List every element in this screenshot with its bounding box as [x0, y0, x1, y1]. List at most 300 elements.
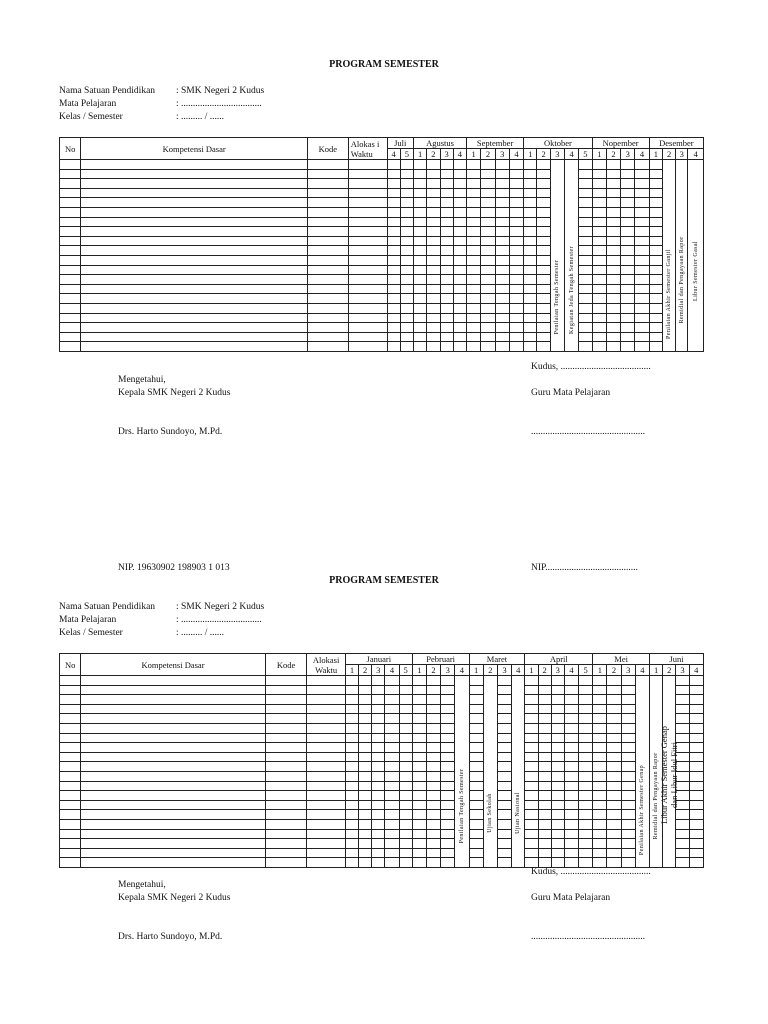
week-cell — [606, 217, 620, 227]
week-cell — [607, 800, 621, 810]
week-cell — [607, 781, 621, 791]
week-cell — [372, 771, 385, 781]
week-cell — [649, 313, 662, 323]
week-cell — [649, 179, 662, 189]
table-cell — [81, 313, 308, 323]
week-cell — [385, 723, 399, 733]
week-cell — [495, 188, 509, 198]
week-number: 3 — [497, 665, 511, 676]
week-cell — [538, 714, 551, 724]
table-cell — [60, 819, 81, 829]
week-cell — [649, 160, 662, 170]
week-cell — [399, 781, 412, 791]
table-row — [60, 265, 704, 275]
teacher-nip-1: NIP....................................... — [531, 563, 638, 573]
week-cell — [607, 695, 621, 705]
week-cell — [412, 848, 426, 858]
week-cell — [621, 179, 635, 189]
week-cell — [537, 255, 550, 265]
week-cell — [524, 284, 537, 294]
table-cell — [81, 858, 266, 868]
week-cell — [440, 294, 453, 304]
week-cell — [537, 169, 550, 179]
value-mapel: : .................................. — [176, 99, 262, 109]
week-cell — [593, 714, 607, 724]
week-cell — [412, 791, 426, 801]
table-cell — [81, 685, 266, 695]
week-cell — [524, 236, 537, 246]
table-cell — [348, 160, 387, 170]
week-cell — [441, 781, 455, 791]
week-cell — [606, 313, 620, 323]
week-cell — [621, 265, 635, 275]
week-cell — [564, 819, 578, 829]
week-cell — [414, 342, 427, 352]
week-cell — [427, 217, 440, 227]
week-cell — [385, 819, 399, 829]
week-number: 5 — [399, 665, 412, 676]
table-cell — [307, 791, 346, 801]
week-cell — [592, 255, 606, 265]
week-cell — [345, 819, 358, 829]
week-cell — [412, 676, 426, 686]
week-cell — [400, 207, 413, 217]
table-row — [60, 342, 704, 352]
table-cell — [307, 839, 346, 849]
week-cell — [649, 275, 662, 285]
week-cell — [524, 160, 537, 170]
week-cell — [387, 342, 400, 352]
week-cell — [400, 342, 413, 352]
week-cell — [579, 810, 593, 820]
label-satuan: Nama Satuan Pendidikan — [59, 602, 156, 612]
week-cell — [387, 255, 400, 265]
week-number: 1 — [593, 665, 607, 676]
week-cell — [593, 781, 607, 791]
week-cell — [372, 839, 385, 849]
week-cell — [469, 733, 483, 743]
week-number: 4 — [689, 665, 703, 676]
week-cell — [426, 819, 440, 829]
table-cell — [60, 294, 81, 304]
week-cell — [538, 695, 551, 705]
table-cell — [60, 323, 81, 333]
table-row — [60, 829, 704, 839]
week-cell — [359, 771, 372, 781]
table-row — [60, 733, 704, 743]
week-cell — [497, 839, 511, 849]
table-cell — [60, 179, 81, 189]
week-cell — [579, 160, 592, 170]
label-kelas: Kelas / Semester — [59, 628, 123, 638]
week-number: 2 — [426, 665, 440, 676]
week-cell — [345, 839, 358, 849]
header-alokasi-waktu: Alokas i Waktu — [348, 138, 387, 160]
week-cell — [400, 246, 413, 256]
table-cell — [60, 733, 81, 743]
week-cell — [399, 695, 412, 705]
week-cell — [635, 207, 649, 217]
week-cell — [592, 236, 606, 246]
week-cell — [689, 723, 703, 733]
week-number: 4 — [635, 149, 649, 160]
week-number: 1 — [412, 665, 426, 676]
week-cell — [564, 791, 578, 801]
week-cell — [579, 743, 593, 753]
week-cell — [676, 704, 689, 714]
week-cell — [414, 294, 427, 304]
vertical-note: Penilaian Akhir Semester Genap — [639, 764, 646, 855]
week-cell — [537, 275, 550, 285]
week-cell — [606, 323, 620, 333]
week-cell — [372, 829, 385, 839]
week-cell — [524, 188, 537, 198]
week-cell — [649, 265, 662, 275]
month-agustus: Agustus — [414, 138, 467, 149]
week-cell — [649, 227, 662, 237]
week-cell — [593, 762, 607, 772]
week-cell — [440, 236, 453, 246]
week-cell — [372, 791, 385, 801]
week-cell — [481, 313, 495, 323]
week-cell — [441, 733, 455, 743]
week-cell — [564, 829, 578, 839]
table-cell — [348, 236, 387, 246]
week-cell — [372, 695, 385, 705]
week-cell — [359, 791, 372, 801]
week-cell — [524, 179, 537, 189]
week-cell — [481, 255, 495, 265]
table-cell — [265, 858, 307, 868]
week-cell — [440, 169, 453, 179]
label-satuan: Nama Satuan Pendidikan — [59, 86, 156, 96]
table-cell — [81, 733, 266, 743]
week-cell — [509, 160, 523, 170]
header-no: No — [60, 654, 81, 676]
week-cell — [399, 676, 412, 686]
week-cell — [440, 160, 453, 170]
week-cell — [441, 839, 455, 849]
week-cell — [621, 169, 635, 179]
week-number: 3 — [551, 665, 564, 676]
table-row — [60, 781, 704, 791]
week-cell — [497, 858, 511, 868]
head-title-2: Kepala SMK Negeri 2 Kudus — [118, 893, 231, 903]
table-cell — [348, 255, 387, 265]
week-cell — [469, 848, 483, 858]
week-cell — [525, 848, 538, 858]
week-cell — [509, 294, 523, 304]
week-cell — [649, 303, 662, 313]
week-cell — [606, 284, 620, 294]
table-row — [60, 839, 704, 849]
value-mapel: : .................................. — [176, 615, 262, 625]
week-cell — [564, 685, 578, 695]
week-cell — [387, 179, 400, 189]
week-number: 1 — [414, 149, 427, 160]
vertical-note: Ujian Nasional — [515, 792, 522, 835]
week-cell — [372, 800, 385, 810]
week-cell — [525, 829, 538, 839]
week-cell — [621, 743, 635, 753]
table-cell — [60, 255, 81, 265]
week-cell — [426, 743, 440, 753]
table-cell — [307, 819, 346, 829]
week-cell — [635, 255, 649, 265]
table-cell — [307, 160, 348, 170]
week-cell — [525, 733, 538, 743]
week-cell — [412, 839, 426, 849]
week-cell — [621, 810, 635, 820]
week-cell — [689, 695, 703, 705]
week-number: 2 — [663, 665, 676, 676]
week-cell — [579, 342, 592, 352]
table-cell — [265, 839, 307, 849]
table-row — [60, 676, 704, 686]
week-cell — [579, 217, 592, 227]
week-cell — [414, 303, 427, 313]
week-cell — [621, 332, 635, 342]
table-cell — [265, 685, 307, 695]
week-cell — [399, 819, 412, 829]
week-cell — [385, 704, 399, 714]
week-cell — [359, 762, 372, 772]
week-cell — [537, 265, 550, 275]
week-cell — [525, 685, 538, 695]
week-cell — [495, 313, 509, 323]
week-cell — [467, 275, 481, 285]
week-cell — [400, 188, 413, 198]
week-cell — [385, 781, 399, 791]
table-cell — [265, 743, 307, 753]
week-number: 3 — [676, 665, 689, 676]
week-cell — [538, 676, 551, 686]
week-cell — [372, 676, 385, 686]
week-cell — [564, 676, 578, 686]
week-cell — [497, 819, 511, 829]
table-cell — [60, 800, 81, 810]
vertical-note: Penilaian Tengah Semester — [458, 768, 465, 844]
week-cell — [359, 676, 372, 686]
week-cell — [649, 236, 662, 246]
week-cell — [414, 265, 427, 275]
week-cell — [412, 685, 426, 695]
week-cell — [537, 198, 550, 208]
week-cell — [593, 695, 607, 705]
week-cell — [426, 762, 440, 772]
week-cell — [689, 685, 703, 695]
week-cell — [593, 839, 607, 849]
week-cell — [525, 704, 538, 714]
week-cell — [509, 255, 523, 265]
week-cell — [400, 255, 413, 265]
week-cell — [372, 848, 385, 858]
week-cell — [564, 752, 578, 762]
vertical-note: Penilaian Tengah Semester — [554, 260, 561, 335]
vertical-note-cell — [455, 676, 469, 868]
table-cell — [348, 323, 387, 333]
week-cell — [345, 704, 358, 714]
week-cell — [635, 169, 649, 179]
teacher-name-2: ................................................ — [531, 932, 645, 942]
week-cell — [440, 323, 453, 333]
week-number: 3 — [621, 665, 635, 676]
week-number: 5 — [579, 149, 592, 160]
week-cell — [359, 733, 372, 743]
week-cell — [441, 771, 455, 781]
week-cell — [400, 160, 413, 170]
week-cell — [469, 676, 483, 686]
week-cell — [607, 829, 621, 839]
week-cell — [607, 743, 621, 753]
table-cell — [60, 227, 81, 237]
week-cell — [607, 733, 621, 743]
table-cell — [307, 313, 348, 323]
week-cell — [359, 858, 372, 868]
table-cell — [60, 676, 81, 686]
week-cell — [606, 160, 620, 170]
week-cell — [525, 723, 538, 733]
week-cell — [538, 791, 551, 801]
table-cell — [60, 723, 81, 733]
week-cell — [467, 313, 481, 323]
week-cell — [440, 265, 453, 275]
week-cell — [387, 284, 400, 294]
week-cell — [426, 676, 440, 686]
table-cell — [265, 704, 307, 714]
week-cell — [399, 848, 412, 858]
week-cell — [551, 848, 564, 858]
week-cell — [467, 227, 481, 237]
week-cell — [579, 207, 592, 217]
week-cell — [579, 771, 593, 781]
week-cell — [414, 188, 427, 198]
week-cell — [621, 227, 635, 237]
week-cell — [593, 743, 607, 753]
table-cell — [81, 323, 308, 333]
week-cell — [359, 819, 372, 829]
table-cell — [348, 198, 387, 208]
week-cell — [551, 791, 564, 801]
table-cell — [307, 858, 346, 868]
week-cell — [414, 284, 427, 294]
week-cell — [412, 695, 426, 705]
week-cell — [495, 265, 509, 275]
week-cell — [607, 848, 621, 858]
week-cell — [453, 323, 466, 333]
week-cell — [579, 829, 593, 839]
week-number: 1 — [467, 149, 481, 160]
week-cell — [551, 676, 564, 686]
week-cell — [469, 723, 483, 733]
program-table-2 — [59, 653, 704, 868]
info-block-1 — [59, 85, 264, 124]
table-cell — [265, 752, 307, 762]
week-cell — [441, 810, 455, 820]
week-cell — [564, 771, 578, 781]
week-cell — [481, 179, 495, 189]
week-cell — [606, 255, 620, 265]
week-cell — [524, 227, 537, 237]
vertical-note: Kegiatan Jeda Tengah Semester — [568, 245, 575, 334]
week-cell — [649, 246, 662, 256]
week-cell — [469, 839, 483, 849]
week-cell — [345, 858, 358, 868]
week-cell — [635, 246, 649, 256]
week-cell — [579, 752, 593, 762]
week-cell — [495, 179, 509, 189]
table-cell — [81, 781, 266, 791]
week-cell — [440, 255, 453, 265]
week-cell — [524, 313, 537, 323]
week-number: 1 — [469, 665, 483, 676]
month-desember: Desember — [649, 138, 703, 149]
week-cell — [427, 246, 440, 256]
week-cell — [579, 704, 593, 714]
table-cell — [307, 227, 348, 237]
week-cell — [497, 714, 511, 724]
table-row — [60, 743, 704, 753]
week-number: 2 — [606, 149, 620, 160]
table-cell — [81, 179, 308, 189]
week-cell — [399, 839, 412, 849]
table-cell — [307, 169, 348, 179]
week-cell — [453, 284, 466, 294]
week-cell — [538, 723, 551, 733]
week-cell — [621, 303, 635, 313]
week-cell — [564, 848, 578, 858]
week-cell — [427, 332, 440, 342]
week-cell — [412, 733, 426, 743]
week-cell — [412, 810, 426, 820]
week-cell — [676, 695, 689, 705]
table-row — [60, 332, 704, 342]
week-cell — [538, 771, 551, 781]
vertical-note: Penilaian Akhir Semester Ganjil — [666, 248, 673, 339]
week-cell — [372, 819, 385, 829]
week-cell — [592, 198, 606, 208]
table-cell — [60, 217, 81, 227]
week-cell — [579, 255, 592, 265]
week-cell — [385, 771, 399, 781]
week-cell — [467, 332, 481, 342]
week-cell — [400, 217, 413, 227]
week-cell — [537, 342, 550, 352]
table-cell — [60, 207, 81, 217]
week-cell — [509, 303, 523, 313]
week-cell — [481, 207, 495, 217]
week-cell — [635, 275, 649, 285]
vertical-note: Remidial dan Pengayaan Rapor — [653, 752, 660, 840]
table-cell — [307, 265, 348, 275]
week-cell — [621, 198, 635, 208]
week-cell — [345, 829, 358, 839]
table-cell — [60, 781, 81, 791]
week-cell — [453, 188, 466, 198]
week-cell — [635, 160, 649, 170]
week-cell — [538, 685, 551, 695]
table-row — [60, 227, 704, 237]
table-row — [60, 303, 704, 313]
week-cell — [635, 227, 649, 237]
week-number: 4 — [455, 665, 469, 676]
week-cell — [467, 342, 481, 352]
value-kelas: : ......... / ...... — [176, 628, 225, 638]
week-cell — [414, 217, 427, 227]
week-cell — [509, 265, 523, 275]
table-cell — [81, 303, 308, 313]
week-cell — [606, 332, 620, 342]
